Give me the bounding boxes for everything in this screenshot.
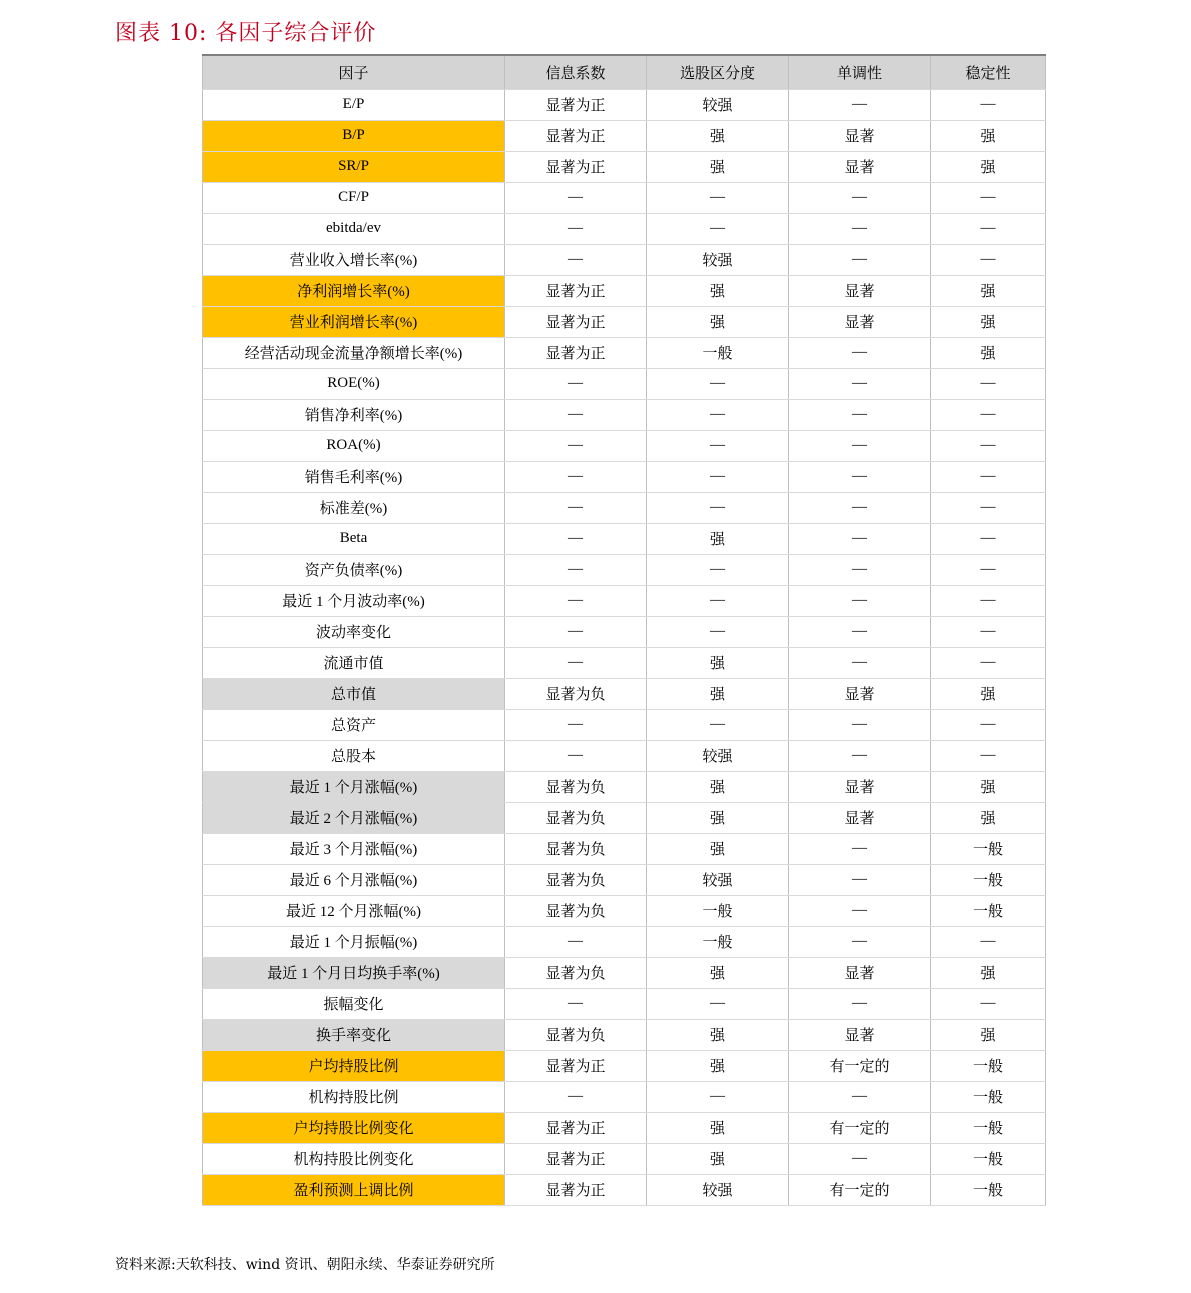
factor-cell: 标准差(%) (203, 492, 505, 523)
discrimination-cell: — (647, 430, 789, 461)
ic-cell: 显著为正 (505, 275, 647, 306)
stability-cell: — (931, 585, 1046, 616)
monotonicity-cell: — (789, 616, 931, 647)
table-row (203, 647, 1046, 678)
stability-cell: — (931, 399, 1046, 430)
factor-cell: E/P (203, 89, 505, 120)
table-row (203, 554, 1046, 585)
stability-cell: 强 (931, 151, 1046, 182)
stability-cell: — (931, 461, 1046, 492)
table-row (203, 802, 1046, 833)
ic-cell: — (505, 926, 647, 957)
discrimination-cell: 强 (647, 1112, 789, 1143)
monotonicity-cell: — (789, 492, 931, 523)
ic-cell: 显著为负 (505, 833, 647, 864)
source-note: 资料来源:天软科技、wind 资讯、朝阳永续、华泰证券研究所 (115, 1257, 495, 1273)
table-row (203, 740, 1046, 771)
table-row (203, 430, 1046, 461)
table-row (203, 1019, 1046, 1050)
stability-cell: — (931, 182, 1046, 213)
stability-cell: 一般 (931, 1050, 1046, 1081)
factor-cell: 营业收入增长率(%) (203, 244, 505, 275)
figure-title: 图表 10: 各因子综合评价 (115, 21, 377, 46)
monotonicity-cell: 显著 (789, 678, 931, 709)
discrimination-cell: 较强 (647, 740, 789, 771)
stability-cell: 强 (931, 957, 1046, 988)
discrimination-cell: 强 (647, 120, 789, 151)
factor-cell: 振幅变化 (203, 988, 505, 1019)
stability-cell: 强 (931, 275, 1046, 306)
discrimination-cell: 强 (647, 1019, 789, 1050)
stability-cell: 一般 (931, 1143, 1046, 1174)
ic-cell: 显著为正 (505, 337, 647, 368)
ic-cell: — (505, 213, 647, 244)
ic-cell: 显著为负 (505, 957, 647, 988)
factor-cell: 户均持股比例变化 (203, 1112, 505, 1143)
stability-cell: — (931, 368, 1046, 399)
discrimination-cell: — (647, 182, 789, 213)
monotonicity-cell: 显著 (789, 306, 931, 337)
ic-cell: — (505, 368, 647, 399)
monotonicity-cell: 显著 (789, 957, 931, 988)
stability-cell: — (931, 709, 1046, 740)
factor-cell: ebitda/ev (203, 213, 505, 244)
factor-cell: 净利润增长率(%) (203, 275, 505, 306)
stability-cell: 强 (931, 1019, 1046, 1050)
discrimination-cell: — (647, 213, 789, 244)
discrimination-cell: — (647, 988, 789, 1019)
stability-cell: 强 (931, 306, 1046, 337)
monotonicity-cell: 显著 (789, 802, 931, 833)
ic-cell: — (505, 616, 647, 647)
discrimination-cell: — (647, 461, 789, 492)
table-row (203, 306, 1046, 337)
discrimination-cell: 较强 (647, 244, 789, 275)
stability-cell: 一般 (931, 833, 1046, 864)
table-row (203, 244, 1046, 275)
factor-cell: 机构持股比例 (203, 1081, 505, 1112)
monotonicity-cell: — (789, 337, 931, 368)
stability-cell: — (931, 89, 1046, 120)
monotonicity-cell: — (789, 585, 931, 616)
ic-cell: 显著为负 (505, 802, 647, 833)
ic-cell: — (505, 709, 647, 740)
factor-cell: 总股本 (203, 740, 505, 771)
ic-cell: — (505, 1081, 647, 1112)
monotonicity-cell: — (789, 89, 931, 120)
table-row (203, 399, 1046, 430)
stability-cell: 一般 (931, 1112, 1046, 1143)
factor-cell: Beta (203, 523, 505, 554)
table-row (203, 368, 1046, 399)
factor-cell: 最近 1 个月波动率(%) (203, 585, 505, 616)
discrimination-cell: — (647, 368, 789, 399)
factor-cell: 销售净利率(%) (203, 399, 505, 430)
stability-cell: 强 (931, 802, 1046, 833)
factor-cell: 换手率变化 (203, 1019, 505, 1050)
factor-cell: 盈利预测上调比例 (203, 1174, 505, 1205)
discrimination-cell: 一般 (647, 895, 789, 926)
stability-cell: — (931, 616, 1046, 647)
ic-cell: — (505, 182, 647, 213)
table-row (203, 151, 1046, 182)
factor-cell: B/P (203, 120, 505, 151)
discrimination-cell: 强 (647, 802, 789, 833)
factor-cell: 最近 1 个月涨幅(%) (203, 771, 505, 802)
discrimination-cell: — (647, 585, 789, 616)
discrimination-cell: 强 (647, 1143, 789, 1174)
ic-cell: 显著为负 (505, 895, 647, 926)
table-row (203, 182, 1046, 213)
discrimination-cell: 较强 (647, 864, 789, 895)
monotonicity-cell: 显著 (789, 275, 931, 306)
table-row (203, 1143, 1046, 1174)
table-row (203, 926, 1046, 957)
factor-cell: 流通市值 (203, 647, 505, 678)
table-row (203, 585, 1046, 616)
ic-cell: — (505, 554, 647, 585)
stability-cell: 一般 (931, 895, 1046, 926)
monotonicity-cell: 显著 (789, 151, 931, 182)
discrimination-cell: 强 (647, 678, 789, 709)
stability-cell: — (931, 213, 1046, 244)
factor-cell: 最近 6 个月涨幅(%) (203, 864, 505, 895)
table-body (203, 89, 1046, 1205)
table-row (203, 864, 1046, 895)
ic-cell: — (505, 585, 647, 616)
discrimination-cell: 强 (647, 647, 789, 678)
stability-cell: — (931, 430, 1046, 461)
stability-cell: 强 (931, 771, 1046, 802)
monotonicity-cell: 有一定的 (789, 1112, 931, 1143)
ic-cell: 显著为正 (505, 1050, 647, 1081)
factor-evaluation-table-container (202, 54, 1045, 1206)
table-row (203, 957, 1046, 988)
discrimination-cell: 强 (647, 957, 789, 988)
stability-cell: — (931, 554, 1046, 585)
discrimination-cell: 一般 (647, 926, 789, 957)
header-factor: 因子 (203, 55, 505, 89)
factor-cell: 最近 1 个月日均换手率(%) (203, 957, 505, 988)
table-row (203, 492, 1046, 523)
factor-cell: 总市值 (203, 678, 505, 709)
table-row (203, 213, 1046, 244)
discrimination-cell: 强 (647, 771, 789, 802)
header-row (203, 55, 1046, 89)
ic-cell: — (505, 244, 647, 275)
ic-cell: 显著为负 (505, 678, 647, 709)
monotonicity-cell: — (789, 833, 931, 864)
stability-cell: — (931, 523, 1046, 554)
stability-cell: — (931, 647, 1046, 678)
discrimination-cell: 强 (647, 275, 789, 306)
monotonicity-cell: — (789, 523, 931, 554)
ic-cell: 显著为正 (505, 120, 647, 151)
monotonicity-cell: — (789, 430, 931, 461)
monotonicity-cell: — (789, 895, 931, 926)
discrimination-cell: — (647, 554, 789, 585)
table-row (203, 461, 1046, 492)
monotonicity-cell: — (789, 864, 931, 895)
discrimination-cell: — (647, 1081, 789, 1112)
factor-cell: 最近 2 个月涨幅(%) (203, 802, 505, 833)
table-row (203, 120, 1046, 151)
discrimination-cell: — (647, 709, 789, 740)
monotonicity-cell: — (789, 244, 931, 275)
monotonicity-cell: — (789, 709, 931, 740)
monotonicity-cell: — (789, 926, 931, 957)
discrimination-cell: 强 (647, 1050, 789, 1081)
monotonicity-cell: 有一定的 (789, 1050, 931, 1081)
table-row (203, 1081, 1046, 1112)
table-row (203, 89, 1046, 120)
monotonicity-cell: — (789, 740, 931, 771)
discrimination-cell: — (647, 399, 789, 430)
table-row (203, 709, 1046, 740)
table-row (203, 337, 1046, 368)
monotonicity-cell: 显著 (789, 120, 931, 151)
stability-cell: 强 (931, 678, 1046, 709)
table-row (203, 895, 1046, 926)
factor-cell: ROE(%) (203, 368, 505, 399)
ic-cell: 显著为正 (505, 89, 647, 120)
header-stability: 稳定性 (931, 55, 1046, 89)
stability-cell: — (931, 244, 1046, 275)
stability-cell: — (931, 492, 1046, 523)
discrimination-cell: 强 (647, 523, 789, 554)
table-row (203, 1112, 1046, 1143)
factor-cell: 最近 1 个月振幅(%) (203, 926, 505, 957)
factor-cell: 销售毛利率(%) (203, 461, 505, 492)
discrimination-cell: 较强 (647, 89, 789, 120)
factor-cell: 资产负债率(%) (203, 554, 505, 585)
factor-cell: 机构持股比例变化 (203, 1143, 505, 1174)
stability-cell: — (931, 740, 1046, 771)
ic-cell: — (505, 647, 647, 678)
ic-cell: 显著为负 (505, 771, 647, 802)
ic-cell: — (505, 492, 647, 523)
table-row (203, 1050, 1046, 1081)
ic-cell: — (505, 399, 647, 430)
discrimination-cell: 强 (647, 306, 789, 337)
factor-cell: 最近 12 个月涨幅(%) (203, 895, 505, 926)
ic-cell: — (505, 523, 647, 554)
monotonicity-cell: — (789, 368, 931, 399)
discrimination-cell: 强 (647, 151, 789, 182)
ic-cell: 显著为正 (505, 1143, 647, 1174)
monotonicity-cell: — (789, 554, 931, 585)
factor-cell: CF/P (203, 182, 505, 213)
discrimination-cell: — (647, 492, 789, 523)
stability-cell: — (931, 926, 1046, 957)
discrimination-cell: 一般 (647, 337, 789, 368)
ic-cell: 显著为负 (505, 1019, 647, 1050)
ic-cell: — (505, 988, 647, 1019)
table-row (203, 523, 1046, 554)
factor-cell: 总资产 (203, 709, 505, 740)
ic-cell: — (505, 740, 647, 771)
factor-evaluation-table (202, 54, 1046, 1206)
ic-cell: 显著为正 (505, 1112, 647, 1143)
discrimination-cell: 较强 (647, 1174, 789, 1205)
table-row (203, 988, 1046, 1019)
table-row (203, 616, 1046, 647)
ic-cell: — (505, 430, 647, 461)
monotonicity-cell: — (789, 182, 931, 213)
monotonicity-cell: — (789, 647, 931, 678)
ic-cell: 显著为正 (505, 1174, 647, 1205)
stability-cell: 强 (931, 120, 1046, 151)
table-row (203, 771, 1046, 802)
monotonicity-cell: — (789, 1081, 931, 1112)
monotonicity-cell: — (789, 1143, 931, 1174)
monotonicity-cell: — (789, 461, 931, 492)
monotonicity-cell: 显著 (789, 771, 931, 802)
factor-cell: SR/P (203, 151, 505, 182)
monotonicity-cell: — (789, 399, 931, 430)
stability-cell: 一般 (931, 1081, 1046, 1112)
factor-cell: ROA(%) (203, 430, 505, 461)
monotonicity-cell: — (789, 988, 931, 1019)
monotonicity-cell: 有一定的 (789, 1174, 931, 1205)
table-row (203, 275, 1046, 306)
discrimination-cell: — (647, 616, 789, 647)
table-row (203, 1174, 1046, 1205)
stability-cell: — (931, 988, 1046, 1019)
factor-cell: 户均持股比例 (203, 1050, 505, 1081)
stability-cell: 强 (931, 337, 1046, 368)
factor-cell: 最近 3 个月涨幅(%) (203, 833, 505, 864)
stability-cell: 一般 (931, 1174, 1046, 1205)
discrimination-cell: 强 (647, 833, 789, 864)
table-row (203, 678, 1046, 709)
table-row (203, 833, 1046, 864)
ic-cell: — (505, 461, 647, 492)
factor-cell: 经营活动现金流量净额增长率(%) (203, 337, 505, 368)
ic-cell: 显著为正 (505, 306, 647, 337)
monotonicity-cell: 显著 (789, 1019, 931, 1050)
monotonicity-cell: — (789, 213, 931, 244)
ic-cell: 显著为负 (505, 864, 647, 895)
factor-cell: 营业利润增长率(%) (203, 306, 505, 337)
header-monotonicity: 单调性 (789, 55, 931, 89)
stability-cell: 一般 (931, 864, 1046, 895)
header-ic: 信息系数 (505, 55, 647, 89)
factor-cell: 波动率变化 (203, 616, 505, 647)
ic-cell: 显著为正 (505, 151, 647, 182)
header-discrimination: 选股区分度 (647, 55, 789, 89)
